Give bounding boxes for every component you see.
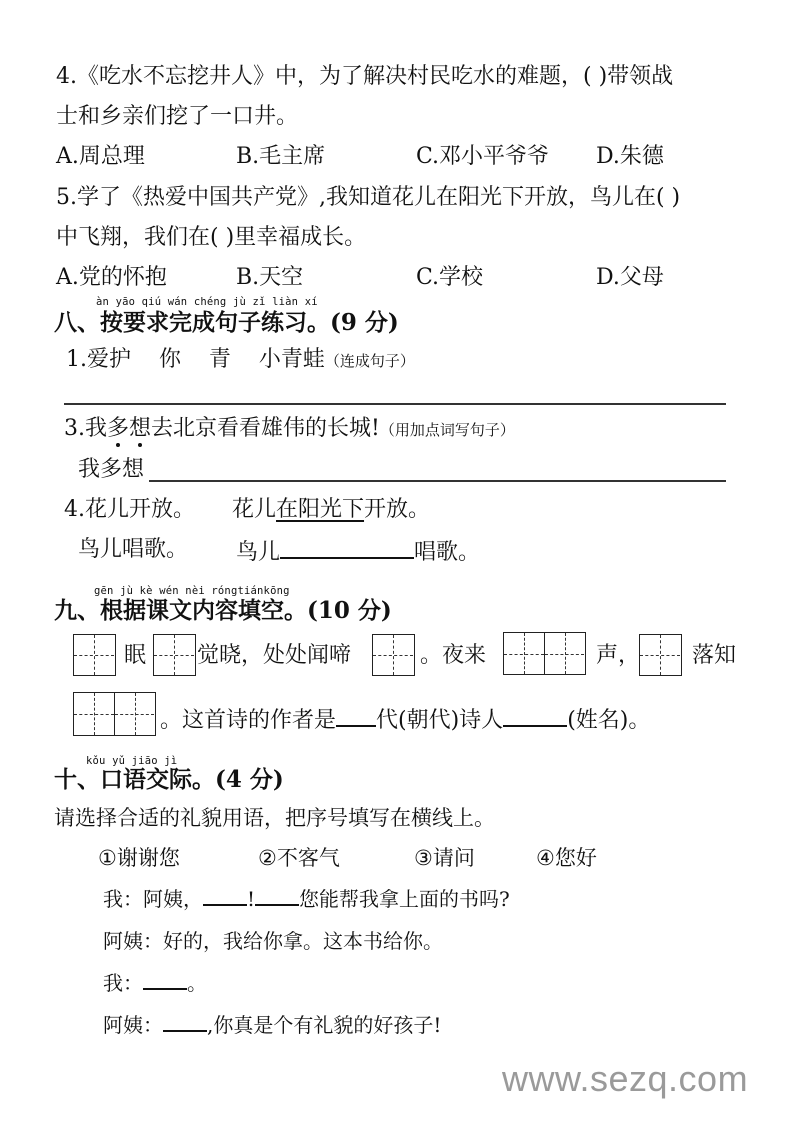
s8-item4-example-b-post: 开放。 [364,497,431,522]
s8-item4-task-a: 鸟儿唱歌。 [78,537,189,562]
s8-item3-prefix: 3.我 [64,416,107,441]
q4-option-b: B.毛主席 [236,144,326,169]
dialogue-blank[interactable] [163,1010,207,1032]
q4-line1: 4.《吃水不忘挖井人》中，为了解决村民吃水的难题，( )带领战 [56,64,674,89]
section9-title: 九、根据课文内容填空。(10 分) [54,597,392,624]
dialogue-text: 我： [103,971,143,995]
s8-item3-hint: （用加点词写句子） [379,421,515,439]
choice-3: ③请问 [414,846,475,870]
choice-1: ①谢谢您 [98,846,180,870]
s9-text: 。夜来 [420,643,487,668]
dialogue-text: 您能帮我拿上面的书吗? [299,887,510,911]
s9-text: 眠 [124,643,147,668]
dialogue-blank[interactable] [143,968,187,990]
q5-option-a: A.党的怀抱 [56,265,167,290]
s10-instruction: 请选择合适的礼貌用语，把序号填写在横线上。 [54,806,495,830]
dialogue-line-3 [103,968,207,998]
s8-item3-rest: 去北京看看雄伟的长城! [151,416,380,441]
s9-text: (姓名)。 [567,708,651,733]
fill-box-double[interactable] [73,692,156,736]
s8-item3-answer-line[interactable] [149,480,726,482]
s8-item1 [66,345,415,376]
choice-2: ②不客气 [258,846,340,870]
dialogue-text: 。 [187,971,207,995]
q5-option-d: D.父母 [596,265,664,290]
s8-item4-blank[interactable] [280,535,414,559]
s8-item4-task-b-pre: 鸟儿 [236,540,281,565]
s8-item3-dotted-word: 想 [129,416,152,441]
dialogue-text: 我：阿姨， [103,887,203,911]
s8-item4-underlined: 在阳光下 [276,497,365,522]
q5-line2: 中飞翔，我们在( )里幸福成长。 [56,225,367,250]
s9-line2 [160,703,650,736]
fill-box-double[interactable] [503,632,586,675]
s8-item3-dotted-word: 多 [107,416,130,441]
s8-item4-example-b-pre: 花儿 [232,497,277,522]
q4-option-d: D.朱德 [596,144,664,169]
q5-option-b: B.天空 [236,265,304,290]
s9-text: 。这首诗的作者是 [160,708,337,733]
dialogue-line-1 [103,884,510,914]
dialogue-line-2: 阿姨：好的，我给你拿。这本书给你。 [103,929,443,953]
poet-name-blank[interactable] [503,703,567,727]
watermark: www.sezq.com [502,1058,749,1099]
s8-item1-words: 1.爱护 你 青 小青蛙 [66,347,325,372]
dialogue-blank[interactable] [255,884,299,906]
s8-item3-answer-prefix: 我多想 [78,457,145,482]
dialogue-text: ,你真是个有礼貌的好孩子! [207,1013,442,1037]
s8-item3 [64,414,515,445]
dialogue-text: ! [247,887,256,911]
section10-pinyin: kǒu yǔ jiāo jì [86,755,178,767]
s8-item4-task-b [236,535,480,568]
s8-item4-example-a: 4.花儿开放。 [64,497,195,522]
q4-line2: 士和乡亲们挖了一口井。 [56,104,299,129]
q4-option-c: C.邓小平爷爷 [416,144,550,169]
q4-option-a: A.周总理 [56,144,145,169]
fill-box[interactable] [73,634,116,676]
s9-text: 代(朝代)诗人 [376,708,504,733]
dialogue-line-4 [103,1010,441,1040]
dialogue-text: 阿姨： [103,1013,163,1037]
s8-item4-example-b [232,495,430,525]
fill-box[interactable] [372,634,415,676]
s9-text: 声， [596,643,641,668]
dialogue-blank[interactable] [203,884,247,906]
section8-title: 八、按要求完成句子练习。(9 分) [54,309,399,336]
s8-item1-hint: （连成句子） [324,352,415,370]
dynasty-blank[interactable] [336,703,376,727]
section10-title: 十、口语交际。(4 分) [54,766,284,793]
choice-4: ④您好 [536,846,597,870]
q5-option-c: C.学校 [416,265,484,290]
s9-text: 落知 [692,643,737,668]
section8-pinyin: àn yāo qiú wán chéng jù zǐ liàn xí [96,296,318,308]
fill-box[interactable] [153,634,196,676]
section9-pinyin: gēn jù kè wén nèi róngtiánkōng [94,585,290,597]
s9-text: 觉晓，处处闻啼 [197,643,352,668]
s8-item4-task-b-post: 唱歌。 [414,540,481,565]
s8-item1-answer-line[interactable] [64,403,726,405]
q5-line1: 5.学了《热爱中国共产党》,我知道花儿在阳光下开放，鸟儿在( ) [56,185,681,210]
fill-box[interactable] [639,634,682,676]
